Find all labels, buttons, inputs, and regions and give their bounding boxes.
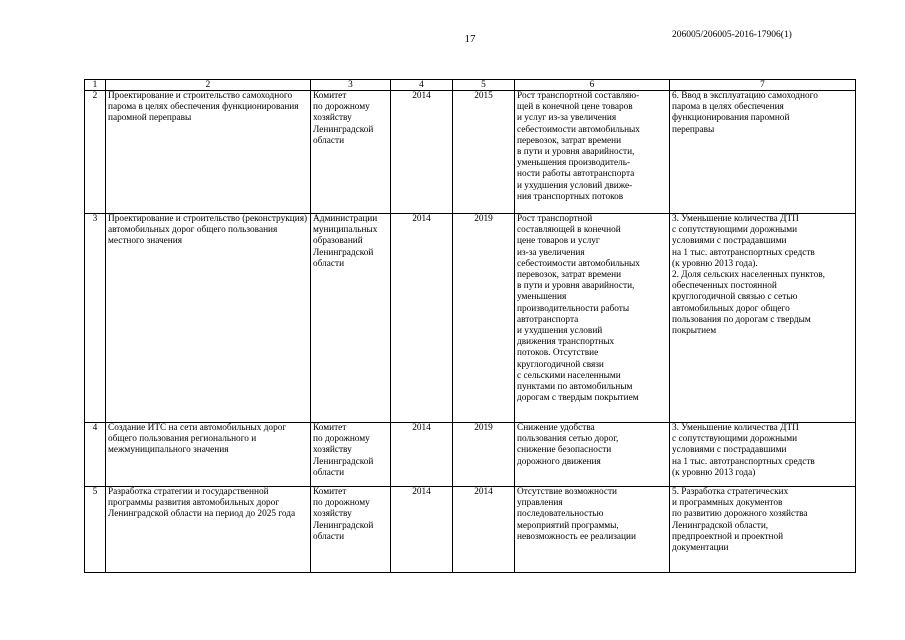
- indicators: 6. Ввод в эксплуатацию самоходного парома в целях обеспечения функционирования паромной переправы: [670, 91, 856, 214]
- indicators: 3. Уменьшение количества ДТП с сопутствующими дорожными условиями с пострадавшими на 1 тыс. автотранспортных средств (к уровню 2013 года). 2. Доля сельских населенных пунктов, обеспеченных постоянной круглогодичной связью с сетью автомобильных дорог общего пользования по дорогам с твердым покрытием: [670, 214, 856, 423]
- end-year: 2015: [453, 91, 515, 214]
- table-row: [85, 423, 856, 487]
- consequences: Снижение удобства пользования сетью дорог, снижение безопасности дорожного движения: [515, 423, 670, 487]
- column-number: 7: [670, 80, 856, 91]
- row-number: 3: [85, 214, 106, 423]
- column-number: 6: [515, 80, 670, 91]
- table-row: [85, 91, 856, 214]
- end-year: 2019: [453, 214, 515, 423]
- document-code: 206005/206005-2016-17906(1): [672, 30, 792, 40]
- executor: Комитет по дорожному хозяйству Ленинградской области: [311, 91, 391, 214]
- consequences: Отсутствие возможности управления последовательностью мероприятий программы, невозможность ее реализации: [515, 487, 670, 573]
- column-number: 5: [453, 80, 515, 91]
- measure-name: Создание ИТС на сети автомобильных дорог общего пользования регионального и межмуниципального значения: [106, 423, 311, 487]
- start-year: 2014: [391, 91, 453, 214]
- consequences: Рост транспортной составляю- щей в конечной цене товаров и услуг из-за увеличения себестоимости автомобильных перевозок, затрат времени в пути и уровня аварийности, уменьшения производитель- ности работы автотранспорта и ухудшения условий движе- ния транспортных потоков: [515, 91, 670, 214]
- executor: Комитет по дорожному хозяйству Ленинградской области: [311, 423, 391, 487]
- executor: Комитет по дорожному хозяйству Ленинградской области: [311, 487, 391, 573]
- executor: Администрации муниципальных образований Ленинградской области: [311, 214, 391, 423]
- end-year: 2014: [453, 487, 515, 573]
- page-number: 17: [464, 33, 476, 45]
- row-number: 5: [85, 487, 106, 573]
- column-number: 2: [106, 80, 311, 91]
- indicators: 3. Уменьшение количества ДТП с сопутствующими дорожными условиями с пострадавшими на 1 тыс. автотранспортных средств (к уровню 2013 года): [670, 423, 856, 487]
- indicators: 5. Разработка стратегических и программных документов по развитию дорожного хозяйства Ленинградской области, предпроектной и проектной документации: [670, 487, 856, 573]
- column-number: 3: [311, 80, 391, 91]
- table-row: [85, 487, 856, 573]
- row-number: 4: [85, 423, 106, 487]
- row-number: 2: [85, 91, 106, 214]
- measure-name: Разработка стратегии и государственной программы развития автомобильных дорог Ленинградской области на период до 2025 года: [106, 487, 311, 573]
- column-number: 4: [391, 80, 453, 91]
- start-year: 2014: [391, 214, 453, 423]
- column-number-row: [85, 80, 856, 91]
- table-row: [85, 214, 856, 423]
- column-number: 1: [85, 80, 106, 91]
- measures-table: [84, 79, 856, 573]
- measure-name: Проектирование и строительство самоходного парома в целях обеспечения функционирования паромной переправы: [106, 91, 311, 214]
- measure-name: Проектирование и строительство (реконструкция) автомобильных дорог общего пользования местного значения: [106, 214, 311, 423]
- start-year: 2014: [391, 423, 453, 487]
- start-year: 2014: [391, 487, 453, 573]
- consequences: Рост транспортной составляющей в конечной цене товаров и услуг из-за увеличения себестоимости автомобильных перевозок, затрат времени в пути и уровня аварийности, уменьшения производительности работы автотранспорта и ухудшения условий движения транспортных потоков. Отсутствие круглогодичной связи с сельскими населенными пунктами по автомобильным дорогам с твердым покрытием: [515, 214, 670, 423]
- end-year: 2019: [453, 423, 515, 487]
